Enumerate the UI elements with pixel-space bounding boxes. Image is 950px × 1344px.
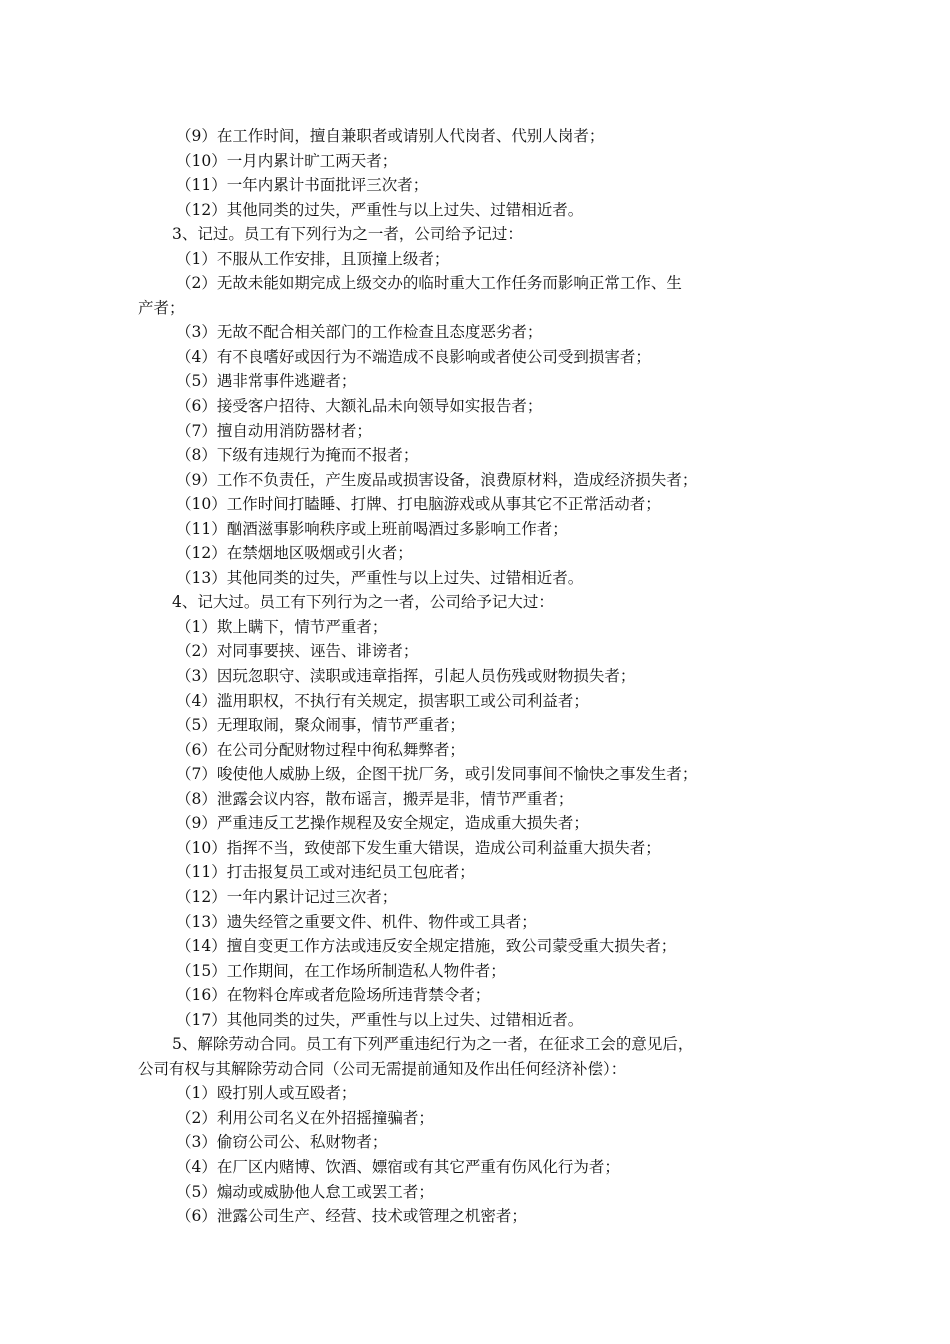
list-item-line: （14）擅自变更工作方法或违反安全规定措施，致公司蒙受重大损失者； — [176, 937, 677, 956]
list-item-line: （4）滥用职权，不执行有关规定，损害职工或公司利益者； — [176, 691, 589, 710]
list-item-line: （5）遇非常事件逃避者； — [176, 372, 357, 391]
list-item-line: （6）在公司分配财物过程中徇私舞弊者； — [176, 740, 465, 759]
list-item-line: （10）指挥不当，致使部下发生重大错误，造成公司利益重大损失者； — [176, 838, 661, 857]
list-item-line: （10）工作时间打瞌睡、打牌、打电脑游戏或从事其它不正常活动者； — [176, 495, 661, 514]
list-item-line: （11）打击报复员工或对违纪员工包庇者； — [176, 863, 475, 882]
section-heading-line: 5、解除劳动合同。员工有下列严重违纪行为之一者，在征求工会的意见后， — [172, 1035, 694, 1054]
list-item-line: （10）一月内累计旷工两天者； — [176, 151, 398, 170]
continuation-line: 产者； — [138, 298, 185, 317]
list-item-line: （2）对同事要挟、诬告、诽谤者； — [176, 642, 419, 661]
list-item-line: （12）其他同类的过失，严重性与以上过失、过错相近者。 — [176, 200, 584, 219]
list-item-line: （15）工作期间，在工作场所制造私人物件者； — [176, 961, 506, 980]
list-item-line: （1）欺上瞒下，情节严重者； — [176, 617, 388, 636]
list-item-line: （11）一年内累计书面批评三次者； — [176, 176, 429, 195]
list-item-line: （5）无理取闹，聚众闹事，情节严重者； — [176, 716, 465, 735]
list-item-line: （7）擅自动用消防器材者； — [176, 421, 372, 440]
list-item-line: （17）其他同类的过失，严重性与以上过失、过错相近者。 — [176, 1010, 584, 1029]
list-item-line: （4）有不良嗜好或因行为不端造成不良影响或者使公司受到损害者； — [176, 347, 651, 366]
list-item-line: （5）煽动或威胁他人怠工或罢工者； — [176, 1182, 434, 1201]
list-item-line: （6）接受客户招待、大额礼品未向领导如实报告者； — [176, 397, 543, 416]
list-item-line: （3）无故不配合相关部门的工作检查且态度恶劣者； — [176, 323, 543, 342]
list-item-line: （7）唆使他人威胁上级，企图干扰厂务，或引发同事间不愉快之事发生者； — [176, 765, 698, 784]
section-heading-line: 3、记过。员工有下列行为之一者，公司给予记过： — [172, 225, 523, 244]
list-item-line: （11）酗酒滋事影响秩序或上班前喝酒过多影响工作者； — [176, 519, 568, 538]
list-item-line: （1）殴打别人或互殴者； — [176, 1084, 357, 1103]
list-item-line: （9）在工作时间，擅自兼职者或请别人代岗者、代别人岗者； — [176, 127, 605, 145]
list-item-line: （2）利用公司名义在外招摇撞骗者； — [176, 1108, 434, 1127]
document-body — [138, 124, 818, 1229]
list-item-line: （9）工作不负责任，产生废品或损害设备，浪费原材料，造成经济损失者； — [176, 470, 698, 489]
list-item-line: （2）无故未能如期完成上级交办的临时重大工作任务而影响正常工作、生 — [176, 274, 682, 293]
list-item-line: （12）一年内累计记过三次者； — [176, 887, 398, 906]
list-item-line: （8）泄露会议内容，散布谣言，搬弄是非，情节严重者； — [176, 789, 574, 808]
list-item-line: （12）在禁烟地区吸烟或引火者； — [176, 544, 413, 563]
list-item-line: （9）严重违反工艺操作规程及安全规定，造成重大损失者； — [176, 814, 589, 833]
list-item-line: （8）下级有违规行为掩而不报者； — [176, 446, 419, 465]
list-item-line: （3）因玩忽职守、渎职或违章指挥，引起人员伤残或财物损失者； — [176, 667, 636, 686]
list-item-line: （1）不服从工作安排，且顶撞上级者； — [176, 249, 450, 268]
continuation-line: 公司有权与其解除劳动合同（公司无需提前通知及作出任何经济补偿）： — [138, 1059, 627, 1078]
list-item-line: （4）在厂区内赌博、饮酒、嫖宿或有其它严重有伤风化行为者； — [176, 1157, 620, 1176]
section-heading-line: 4、记大过。员工有下列行为之一者，公司给予记大过： — [172, 593, 554, 612]
list-item-line: （6）泄露公司生产、经营、技术或管理之机密者； — [176, 1207, 527, 1226]
list-item-line: （13）其他同类的过失，严重性与以上过失、过错相近者。 — [176, 568, 584, 587]
list-item-line: （13）遗失经管之重要文件、机件、物件或工具者； — [176, 912, 537, 931]
list-item-line: （16）在物料仓库或者危险场所违背禁令者； — [176, 986, 491, 1005]
list-item-line: （3）偷窃公司公、私财物者； — [176, 1133, 388, 1152]
